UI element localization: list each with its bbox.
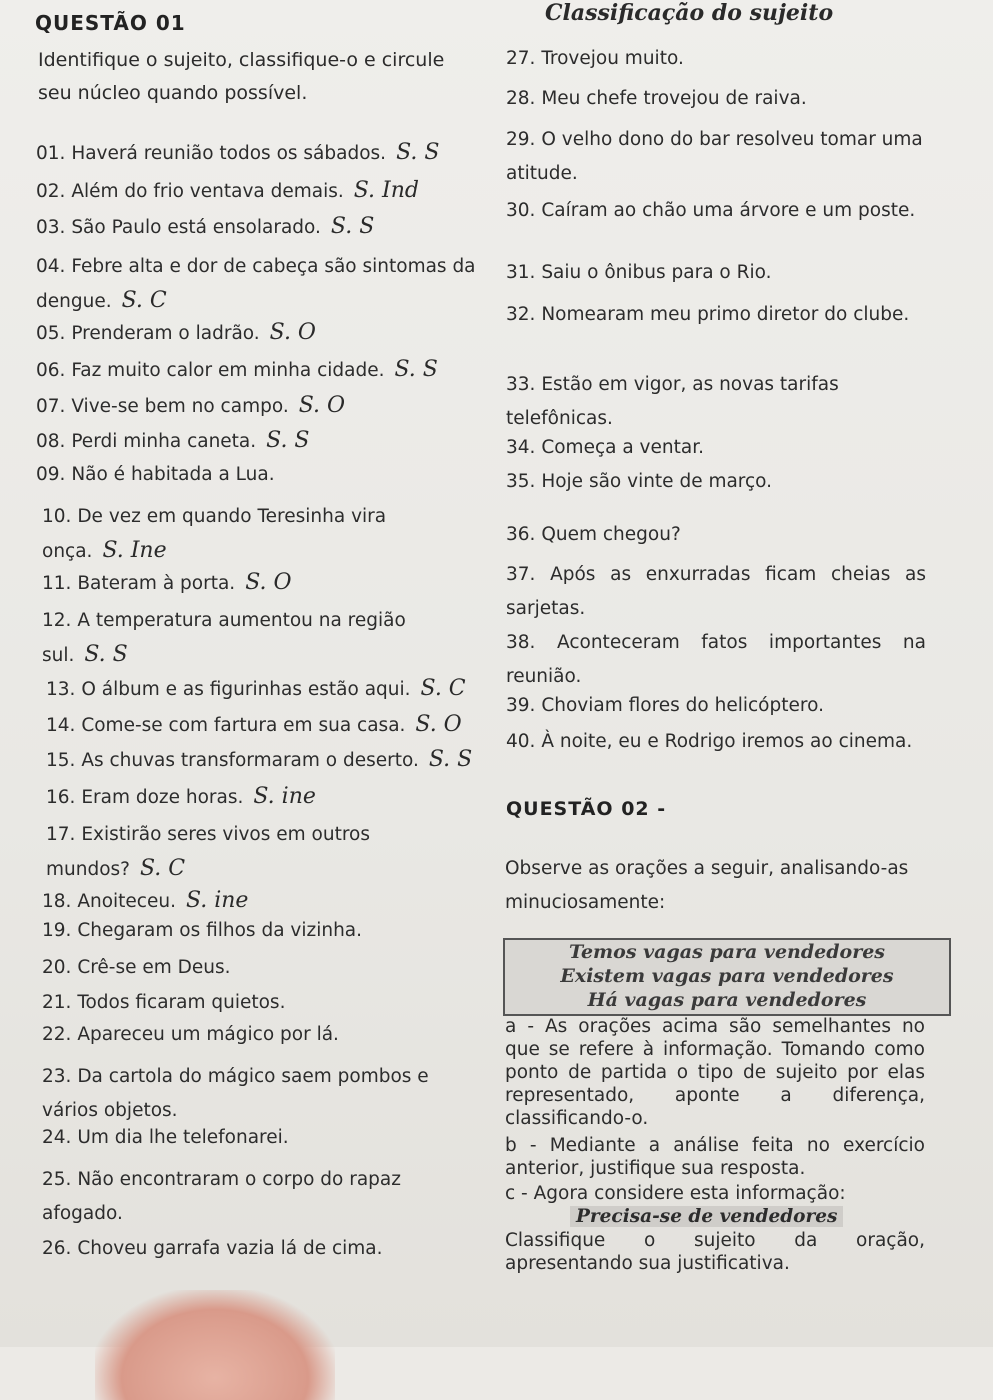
exercise-item [36,250,481,319]
exercise-item [506,437,704,458]
item-sentence: Come-se com fartura em sua casa. [81,715,406,736]
item-sentence: Existirão seres vivos em outros mundos? [46,824,370,880]
handwritten-answer: S. ine [253,784,316,809]
exercise-item [46,712,462,737]
item-sentence: Choviam flores do helicóptero. [541,695,824,716]
example-sentence-3: Há vagas para vendedores [587,989,867,1011]
item-sentence: Febre alta e dor de cabeça são sintomas da dengue. [36,256,476,312]
item-sentence: Após as enxurradas ficam cheias as sarjetas. [506,564,926,619]
exercise-item [506,262,771,283]
item-number: 37. [506,564,551,585]
exercise-item [46,676,466,701]
exercise-item [36,178,419,203]
item-sentence: Hoje são vinte de março. [541,471,773,492]
exercise-item [42,604,472,673]
exercise-item [506,123,926,191]
exercise-item [36,140,439,165]
question-01-instruction: Identifique o sujeito, classifique-o e circule seu núcleo quando possível. [38,49,445,104]
item-number: 28. [506,88,542,109]
item-sentence: Além do frio ventava demais. [71,181,344,202]
item-sentence: Perdi minha caneta. [71,431,257,452]
highlighted-sentence: Precisa-se de vendedores [570,1206,843,1227]
exercise-item [506,731,912,752]
exercise-item [36,393,345,418]
handwritten-answer: S. O [245,570,292,595]
item-number: 12. [42,610,78,631]
item-sentence: De vez em quando Teresinha vira onça. [42,506,387,562]
item-sentence: Prenderam o ladrão. [71,323,260,344]
exercise-item [506,88,807,109]
question-02-intro: Observe as orações a seguir, analisando-as minuciosamente: [505,858,909,913]
exercise-item [42,1060,482,1128]
item-sentence: Da cartola do mágico saem pombos e vários objetos. [42,1066,429,1121]
exercise-item [36,357,438,382]
item-sentence: Nomearam meu primo diretor do clube. [541,304,910,325]
item-sentence: À noite, eu e Rodrigo iremos ao cinema. [541,731,913,752]
item-number: 13. [46,679,82,700]
item-number: 10. [42,506,78,527]
item-sentence: Um dia lhe telefonarei. [77,1127,289,1148]
handwritten-answer: S. S [396,140,440,165]
item-number: 31. [506,262,542,283]
item-number: 14. [46,715,82,736]
item-sentence: Saiu o ônibus para o Rio. [541,262,772,283]
item-number: 15. [46,750,82,771]
exercise-item [36,464,275,485]
handwritten-answer: S. S [428,747,473,772]
example-sentences-box [503,938,951,1016]
exercise-item [506,695,926,716]
exercise-item [46,818,446,887]
exercise-item [46,747,472,772]
item-number: 18. [42,891,78,912]
exercise-item [506,298,926,332]
handwritten-answer: S. O [415,712,462,737]
item-number: 36. [506,524,542,545]
item-number: 11. [42,573,78,594]
item-number: 26. [42,1238,78,1259]
exercise-item [506,626,926,694]
exercise-item [506,194,926,228]
item-sentence: Anoiteceu. [77,891,176,912]
example-sentence-2: Existem vagas para vendedores [560,965,894,987]
exercise-item [42,1127,289,1148]
exercise-item [42,888,248,913]
exercise-item [506,48,684,69]
item-sentence: Chegaram os filhos da vizinha. [77,920,363,941]
example-sentence-1: Temos vagas para vendedores [569,941,885,963]
item-number: 27. [506,48,542,69]
exercise-item [46,784,316,809]
item-sentence: Aconteceram fatos importantes na reunião. [506,632,926,687]
item-sentence: O velho dono do bar resolveu tomar uma atitude. [506,129,923,184]
handwritten-answer: S. S [330,214,375,239]
handwritten-answer: S. S [84,642,128,667]
item-number: 19. [42,920,78,941]
item-number: 32. [506,304,542,325]
handwritten-answer: S. C [140,856,186,881]
item-sentence: Vive-se bem no campo. [71,396,289,417]
item-number: 21. [42,992,78,1013]
handwritten-answer: S. S [266,428,310,453]
question-01-title: QUESTÃO 01 [35,11,186,35]
exercise-item [36,214,374,239]
exercise-item [506,524,681,545]
item-sentence: Apareceu um mágico por lá. [77,1024,339,1045]
exercise-item [42,570,292,595]
item-sentence: Trovejou muito. [541,48,684,69]
finger-blur [95,1290,335,1400]
item-sentence: O álbum e as figurinhas estão aqui. [81,679,411,700]
handwritten-answer: S. O [298,393,346,418]
exercise-item [42,920,362,941]
item-number: 02. [36,181,72,202]
handwritten-answer: S. O [269,320,316,345]
question-02-item-a: a - As orações acima são semelhantes no que se refere à informação. Tomando como ponto de partida o tipo de sujeito por elas representado, aponte a diferença, classificando-o. [505,1016,925,1129]
item-number: 03. [36,217,72,238]
item-sentence: Choveu garrafa vazia lá de cima. [77,1238,383,1259]
item-sentence: São Paulo está ensolarado. [71,217,321,238]
exercise-item [42,1238,383,1259]
exercise-item [42,992,285,1013]
item-sentence: Caíram ao chão uma árvore e um poste. [541,200,916,221]
question-02-title: QUESTÃO 02 - [506,798,667,820]
item-number: 33. [506,374,542,395]
item-sentence: Quem chegou? [541,524,681,545]
item-number: 01. [36,143,72,164]
item-sentence: Começa a ventar. [541,437,704,458]
item-number: 25. [42,1169,78,1190]
exercise-item [42,500,472,569]
item-number: 34. [506,437,542,458]
item-number: 35. [506,471,542,492]
question-02-task: Classifique o sujeito da oração, apresentando sua justificativa. [505,1230,925,1274]
exercise-item [42,957,231,978]
item-number: 40. [506,731,542,752]
exercise-item [36,428,310,453]
item-number: 04. [36,256,72,277]
handwritten-answer: S. Ine [102,538,167,563]
item-sentence: Crê-se em Deus. [77,957,231,978]
item-sentence: Eram doze horas. [81,787,244,808]
handwritten-answer: S. S [394,357,438,382]
item-sentence: Não é habitada a Lua. [71,464,275,485]
handwritten-answer: S. Ind [353,178,419,203]
exercise-item [36,320,316,345]
exercise-item [506,558,926,626]
item-sentence: Estão em vigor, as novas tarifas telefônicas. [506,374,839,429]
item-number: 06. [36,360,72,381]
item-sentence: A temperatura aumentou na região sul. [42,610,406,666]
handwritten-answer: S. C [121,288,167,313]
item-sentence: Faz muito calor em minha cidade. [71,360,385,381]
question-02-item-b: b - Mediante a análise feita no exercício anterior, justifique sua resposta. [505,1135,925,1179]
item-number: 29. [506,129,542,150]
handwritten-header: Classificação do sujeito [545,0,834,26]
item-number: 30. [506,200,542,221]
item-sentence: Todos ficaram quietos. [77,992,286,1013]
exercise-item [42,1024,339,1045]
handwritten-answer: S. C [420,676,466,701]
exercise-item [42,1163,472,1231]
item-number: 39. [506,695,542,716]
item-sentence: As chuvas transformaram o deserto. [81,750,419,771]
item-sentence: Meu chefe trovejou de raiva. [541,88,807,109]
item-sentence: Não encontraram o corpo do rapaz afogado. [42,1169,401,1224]
handwritten-answer: S. ine [185,888,249,913]
item-number: 23. [42,1066,78,1087]
question-02-item-c: c - Agora considere esta informação: [505,1183,846,1204]
item-number: 07. [36,396,72,417]
item-number: 05. [36,323,72,344]
item-number: 17. [46,824,82,845]
item-number: 24. [42,1127,78,1148]
item-sentence: Bateram à porta. [77,573,236,594]
item-number: 20. [42,957,78,978]
item-number: 16. [46,787,82,808]
item-number: 08. [36,431,72,452]
item-sentence: Haverá reunião todos os sábados. [71,143,387,164]
question-02-highlight [570,1205,843,1228]
item-number: 09. [36,464,72,485]
item-number: 38. [506,632,558,653]
exercise-item [506,368,926,436]
exercise-item [506,471,772,492]
item-number: 22. [42,1024,78,1045]
